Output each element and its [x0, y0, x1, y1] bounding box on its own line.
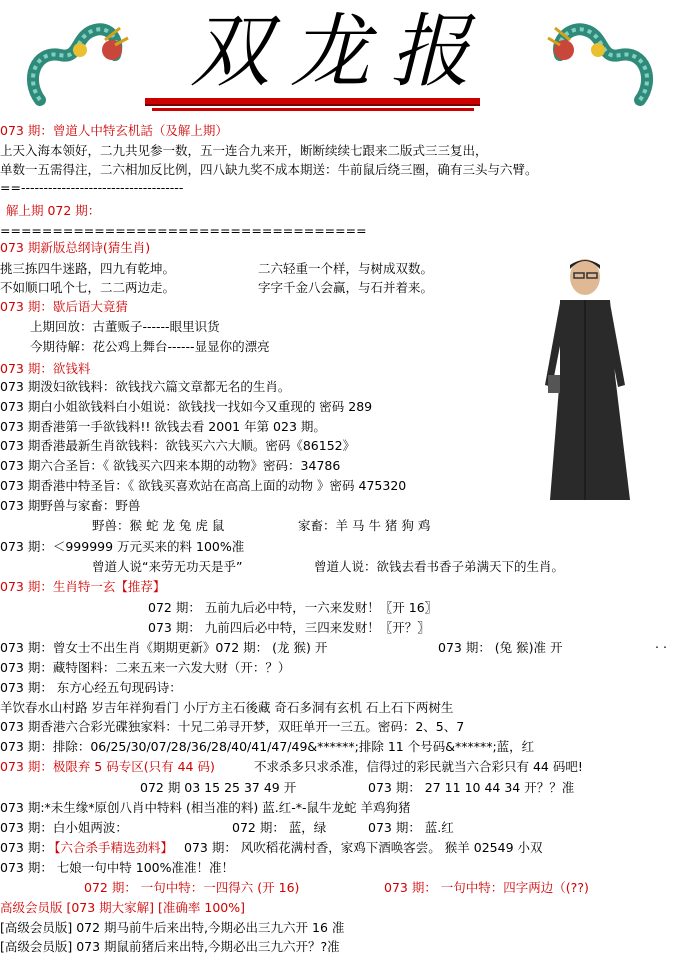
text-line: 解上期 072 期： — [6, 203, 101, 218]
text-line: 073 期六合圣旨：《 欲钱买六四来本期的动物》密码：34786 — [0, 458, 341, 473]
text-line: 073 期：曾女士不出生肖《期期更新》072 期： (龙 猴) 开 — [0, 640, 328, 655]
text-line: 字字千金八会赢，与石并着来。 — [258, 280, 434, 295]
text-line: 072 期： 蓝，绿 — [232, 820, 327, 835]
text-line: 073 期： (兔 猴)准 开 — [438, 640, 563, 655]
text-line: 073 期香港第一手欲钱料!! 欲钱去看 2001 年第 023 期。 — [0, 419, 326, 434]
text-line: 073 期香港最新生肖欲钱料：欲钱买六六大顺。密码《86152》 — [0, 438, 356, 453]
text-line: 073 期野兽与家畜：野兽 — [0, 498, 141, 513]
text-line: 不求杀多只求杀准，信得过的彩民就当六合彩只有 44 码吧! — [254, 759, 583, 774]
text-line: 上期回放：古董贩子------眼里识货 — [30, 319, 220, 334]
text-line: 曾道人说：欲钱去看书香子弟满天下的生肖。 — [314, 559, 565, 574]
text-line: 072 期： 五前九后必中特，一六来发财！〖开 16〗 — [148, 600, 438, 615]
text-line: 073 期:*未生缘*原创八肖中特料 (相当准的料) 蓝.红-*-鼠牛龙蛇 羊鸡狗猪 — [0, 800, 411, 815]
text-line: 二六轻重一个样，与树成双数。 — [258, 261, 434, 276]
text-line: 家畜：羊 马 牛 猪 狗 鸡 — [298, 518, 431, 533]
text-line: 073 期：白小姐两波： — [0, 820, 128, 835]
text-line: [高级会员版] 072 期马前牛后来出特,今期必出三九六开 16 准 — [0, 920, 345, 935]
text-line: 073 期泼妇欲钱料：欲钱找六篇文章都无名的生肖。 — [0, 379, 291, 394]
text-line: 072 期 03 15 25 37 49 开 — [140, 780, 297, 795]
text-line: 073 期：藏特图料：二来五来一六发大财（开：？） — [0, 660, 291, 675]
text-line: 高级会员版 [073 期大家解] [准确率 100%] — [0, 900, 245, 915]
dragon-left-icon — [20, 10, 130, 115]
text-line: 073 期：＜999999 万元买来的料 100%准 — [0, 539, 245, 554]
text-line: 上天入海本领好，二九共见参一数，五一连合九来开，断断续续七跟来二版式三三复出， — [0, 143, 488, 158]
text-line: 073 期：欲钱料 — [0, 361, 91, 376]
text-line: [高级会员版] 073 期鼠前猪后来出特,今期必出三九六开？?准 — [0, 939, 340, 954]
text-line: 073 期： 风吹稻花满村香，家鸡下酒唤客尝。 猴羊 02549 小双 — [184, 840, 543, 855]
stray-dots: . . — [655, 636, 667, 651]
text-line: 羊饮春水山村路 岁吉年祥狗看门 小厅方主石後藏 奇石多洞有玄机 石上石下两树生 — [0, 700, 454, 715]
text-line: 073 期白小姐欲钱料白小姐说：欲钱找一找如今又重现的 密码 289 — [0, 399, 373, 414]
text-line: ==------------------------------------ — [0, 180, 184, 195]
text-line: 073 期：歇后语大竟猜 — [0, 299, 128, 314]
text-line: 【六合杀手精选劲料】 — [48, 840, 174, 855]
text-line: 073 期：曾道人中特玄机話（及解上期） — [0, 123, 228, 138]
text-line: 曾道人说“来劳无功天是乎” — [92, 559, 243, 574]
text-line: 073 期： 七娘一句中特 100%准准！准！ — [0, 860, 235, 875]
text-line: 073 期： 27 11 10 44 34 开？？准 — [368, 780, 575, 795]
text-line: 073 期： 一句中特：四字两边（(??) — [384, 880, 589, 895]
text-line: 073 期： 蓝.红 — [368, 820, 454, 835]
title-underline — [145, 98, 480, 106]
text-line: 今期待解：花公鸡上舞台------显显你的漂亮 — [30, 339, 270, 354]
text-line: 不如顺口吼个七，二二两边走。 — [0, 280, 176, 295]
text-line: 073 期新版总纲诗(猜生肖) — [0, 240, 151, 255]
text-line: 073 期香港六合彩光碟独家料：十兄二弟寻开梦，双旺单开一三五。密码：2、5、7 — [0, 719, 465, 734]
text-line: 挑三拣四牛迷路，四九有乾坤。 — [0, 261, 176, 276]
newspaper-title: 双龙报 — [190, 5, 490, 98]
text-line: 073 期： 东方心经五句现码诗： — [0, 680, 182, 695]
dragon-right-icon — [520, 10, 660, 115]
text-line: 073 期：生肖特一玄【推荐】 — [0, 579, 166, 594]
text-line: 073 期：极限弃 5 码专区(只有 44 码) — [0, 759, 215, 774]
text-line: 073 期：排除：06/25/30/07/28/36/28/40/41/47/49&******;排除 11 个号码&******;蓝，红 — [0, 739, 535, 754]
text-line: 073 期香港中特圣旨：《 欲钱买喜欢站在高高上面的动物 》密码 475320 — [0, 478, 407, 493]
text-line: 073 期： 九前四后必中特，三四来发财！〖开？〗 — [148, 620, 430, 635]
text-line: 072 期： 一句中特：一四得六 (开 16) — [84, 880, 300, 895]
header-banner — [0, 0, 678, 118]
text-line: 073 期： — [0, 840, 53, 855]
text-line: =================================== — [0, 223, 367, 238]
text-line: 野兽：猴 蛇 龙 兔 虎 鼠 — [92, 518, 225, 533]
title-underline-thin — [152, 108, 474, 111]
man-portrait-image — [530, 255, 660, 505]
text-line: 单数一五需得注，二六相加反比例，四八缺九奖不成本期送：牛前鼠后绕三圈，确有三头与六臂。 — [0, 162, 538, 177]
